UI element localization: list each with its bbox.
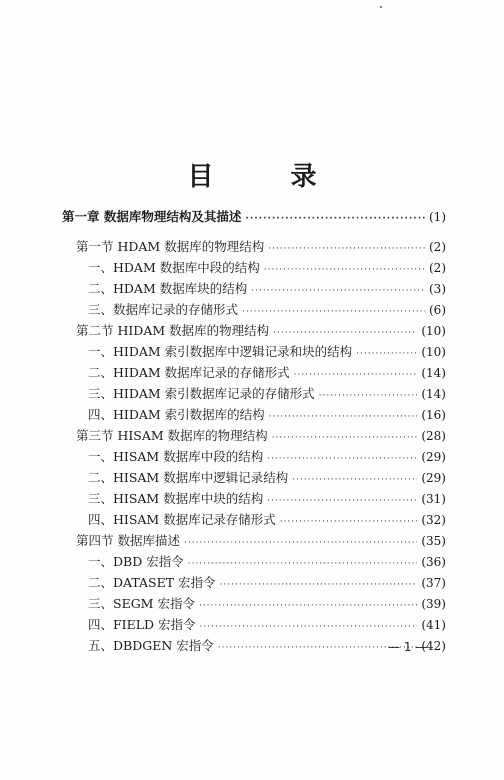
toc-leader-dots <box>245 206 425 232</box>
toc-entry-item <box>62 614 446 635</box>
page-title: 目 录 <box>187 162 351 192</box>
toc-entry-item <box>62 488 446 509</box>
toc-entry-label: 一、DBD 宏指令 <box>88 554 184 569</box>
toc-entry-item <box>62 404 446 425</box>
toc-entry-label: 二、HISAM 数据库中逻辑记录结构 <box>88 470 289 485</box>
toc-entry-label: 五、DBDGEN 宏指令 <box>88 638 214 653</box>
toc-entry-page: (29) <box>421 450 446 464</box>
toc-entry-label: 三、HISAM 数据库中块的结构 <box>88 491 264 506</box>
toc-entry-section <box>62 320 446 341</box>
toc-entry-label: 第一章 数据库物理结构及其描述 <box>62 209 242 224</box>
toc-entry-item <box>62 299 446 320</box>
toc-entry-page: (2) <box>429 261 446 275</box>
toc-entry-page: (6) <box>429 303 446 317</box>
toc-entry-page: (28) <box>421 429 446 443</box>
toc-entry-label: 三、HIDAM 索引数据库记录的存储形式 <box>88 386 315 401</box>
scan-speck <box>380 6 382 8</box>
toc-entry-page: (2) <box>429 240 446 254</box>
toc-entry-label: 四、FIELD 宏指令 <box>88 617 196 632</box>
toc-entry-label: 一、HIDAM 索引数据库中逻辑记录和块的结构 <box>88 344 353 359</box>
toc-entry-page: (36) <box>421 555 446 569</box>
toc-entry-page: (32) <box>421 513 446 527</box>
toc-entry-page: (29) <box>421 471 446 485</box>
toc-entry-item <box>62 278 446 299</box>
page-number: — 1 — <box>388 640 428 654</box>
toc-entry-item <box>62 383 446 404</box>
toc-entry-label: 四、HIDAM 索引数据库的结构 <box>88 407 265 422</box>
toc-entry-page: (3) <box>429 282 446 296</box>
toc-entry-chapter <box>62 204 446 230</box>
toc-entry-label: 第四节 数据库描述 <box>76 533 180 548</box>
toc-entry-label: 第三节 HISAM 数据库的物理结构 <box>76 428 268 443</box>
toc-entry-item <box>62 593 446 614</box>
toc-entry-item <box>62 446 446 467</box>
toc-entry-label: 第二节 HIDAM 数据库的物理结构 <box>76 323 270 338</box>
toc-entry-page: (10) <box>421 345 446 359</box>
toc-entry-page: (31) <box>421 492 446 506</box>
toc-entry-label: 二、DATASET 宏指令 <box>88 575 216 590</box>
toc-entry-section <box>62 530 446 551</box>
toc-entry-item <box>62 551 446 572</box>
toc-entry-page: (10) <box>421 324 446 338</box>
toc-entry-label: 三、SEGM 宏指令 <box>88 596 195 611</box>
toc-entry-label: 一、HDAM 数据库中段的结构 <box>88 260 260 275</box>
toc-entry-item <box>62 362 446 383</box>
toc-entry-item <box>62 467 446 488</box>
table-of-contents <box>62 204 446 656</box>
toc-entry-label: 二、HIDAM 数据库记录的存储形式 <box>88 365 290 380</box>
toc-entry-label: 一、HISAM 数据库中段的结构 <box>88 449 264 464</box>
toc-entry-label: 第一节 HDAM 数据库的物理结构 <box>76 239 265 254</box>
toc-entry-page: (14) <box>421 387 446 401</box>
toc-entry-item <box>62 572 446 593</box>
toc-entry-label: 三、数据库记录的存储形式 <box>88 302 239 317</box>
toc-entry-page: (14) <box>421 366 446 380</box>
toc-entry-item <box>62 509 446 530</box>
toc-entry-section <box>62 425 446 446</box>
toc-entry-item <box>62 257 446 278</box>
toc-entry-page: (16) <box>421 408 446 422</box>
toc-entry-page: (37) <box>421 576 446 590</box>
toc-entry-page: (41) <box>421 618 446 632</box>
toc-entry-page: (1) <box>429 210 446 224</box>
toc-entry-page: (39) <box>421 597 446 611</box>
toc-entry-section <box>62 236 446 257</box>
toc-entry-item <box>62 341 446 362</box>
toc-entry-label: 四、HISAM 数据库记录存储形式 <box>88 512 276 527</box>
toc-entry-page: (42) <box>421 639 446 653</box>
toc-entry-label: 二、HDAM 数据库块的结构 <box>88 281 248 296</box>
toc-entry-page: (35) <box>421 534 446 548</box>
